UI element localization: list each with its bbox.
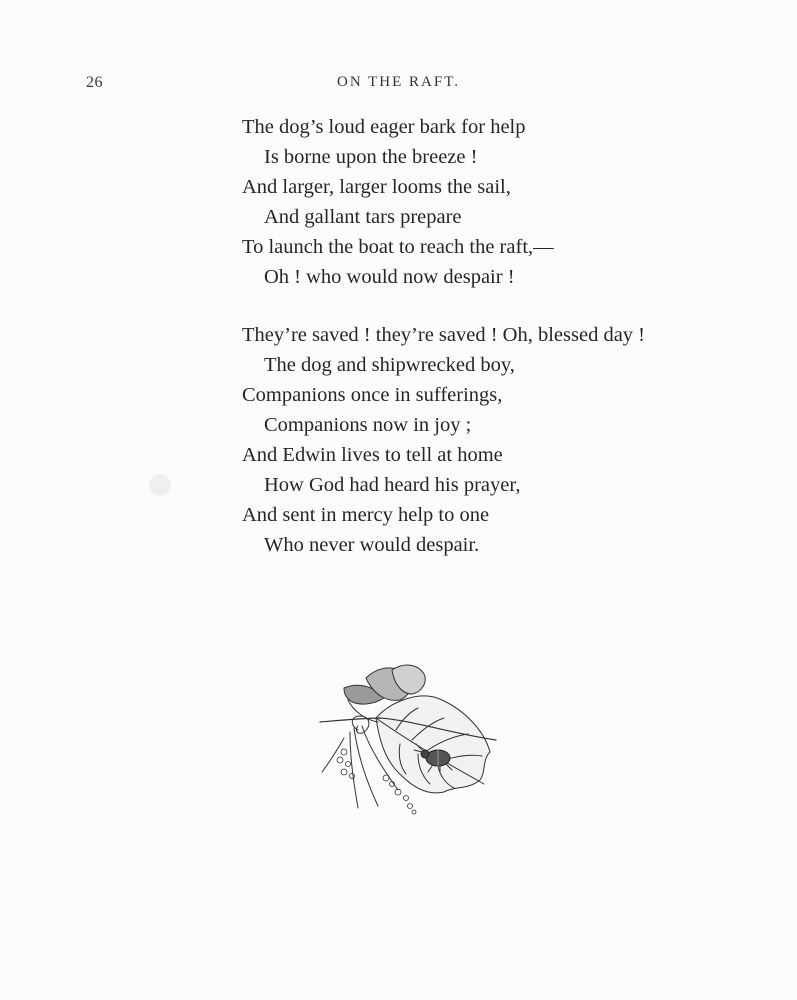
poem-line: Who never would despair. [264, 534, 480, 556]
page-number: 26 [86, 74, 103, 91]
poem-line: And larger, larger looms the sail, [242, 176, 511, 198]
poem-line: Oh ! who would now despair ! [264, 266, 515, 288]
poem-line: Companions once in sufferings, [242, 384, 503, 406]
poem-line: And gallant tars prepare [264, 206, 462, 228]
poem-line: Is borne upon the breeze ! [264, 146, 478, 168]
running-title: ON THE RAFT. [336, 74, 461, 90]
poem-line: The dog’s loud eager bark for help [242, 116, 526, 138]
poem-line: To launch the boat to reach the raft,— [242, 236, 554, 258]
leaf-beetle-vignette-icon [314, 660, 504, 820]
poem-line: And Edwin lives to tell at home [242, 444, 503, 466]
poem-line: And sent in mercy help to one [242, 504, 490, 526]
poem-line: The dog and shipwrecked boy, [264, 354, 515, 376]
poem-line: They’re saved ! they’re saved ! Oh, blessed day ! [242, 324, 646, 346]
poem-line: How God had heard his prayer, [264, 474, 521, 496]
stanza-1 [242, 112, 742, 292]
poem-line: Companions now in joy ; [264, 414, 472, 436]
poem [242, 112, 742, 588]
stanza-2 [242, 320, 742, 560]
